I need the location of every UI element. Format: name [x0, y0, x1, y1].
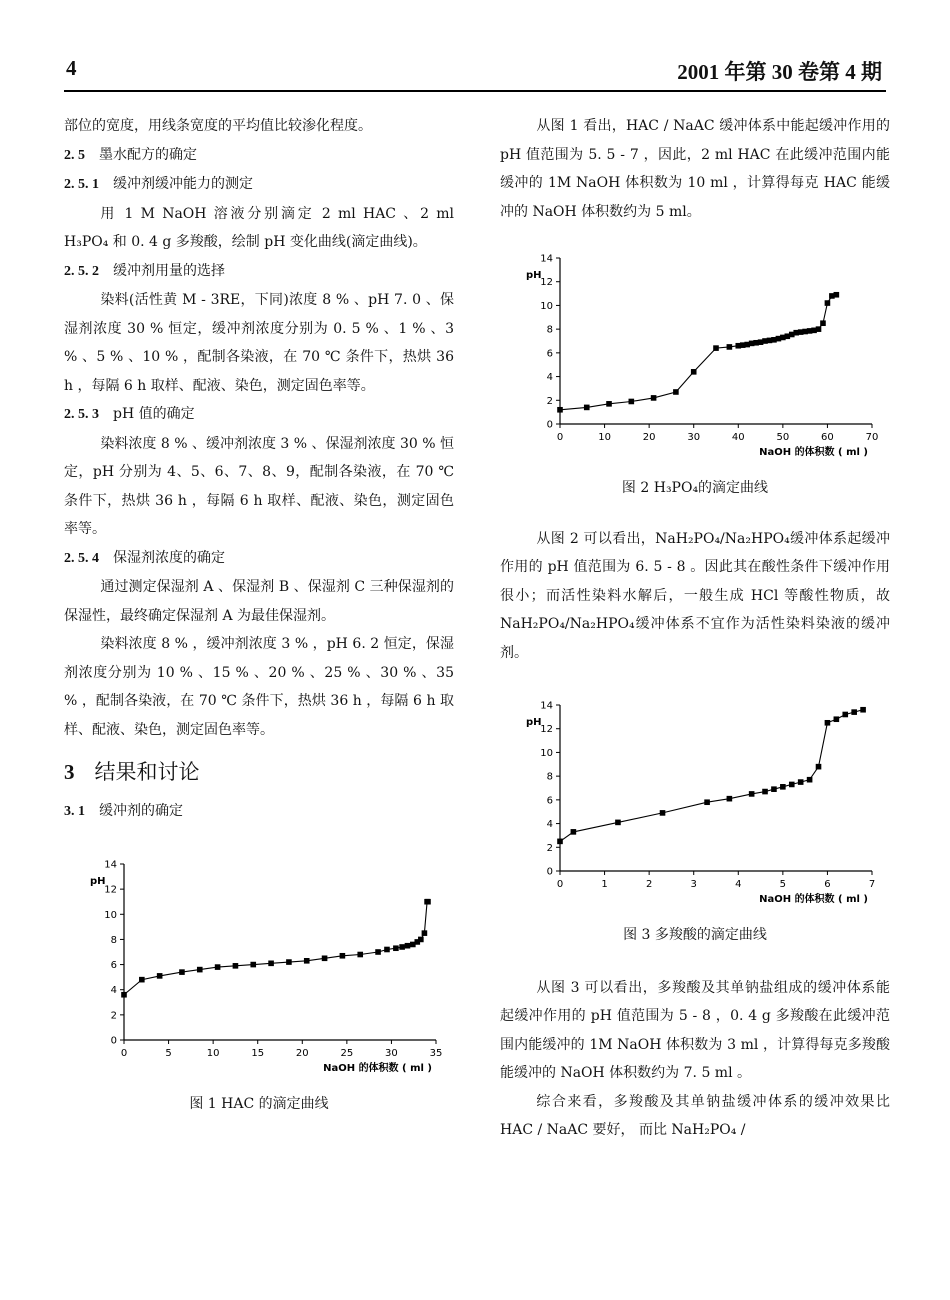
- data-point: [704, 799, 710, 805]
- data-point: [157, 973, 163, 979]
- y-tick-label: 2: [546, 395, 553, 407]
- y-tick-label: 8: [546, 771, 553, 783]
- figure-caption: 图 2 H₃PO₄的滴定曲线: [621, 480, 769, 496]
- data-point: [322, 955, 328, 961]
- data-point: [762, 789, 768, 795]
- data-point: [673, 389, 679, 395]
- y-tick-label: 12: [104, 884, 117, 896]
- data-point: [571, 829, 577, 835]
- y-tick-label: 0: [546, 419, 553, 431]
- section-heading: [64, 400, 454, 430]
- x-tick-label: 25: [340, 1048, 354, 1059]
- x-tick-label: 20: [642, 432, 656, 443]
- x-axis-label: NaOH 的体积数 ( ml ): [759, 894, 868, 905]
- x-tick-label: 6: [824, 879, 831, 890]
- x-tick-label: 70: [865, 432, 879, 443]
- data-point: [179, 969, 185, 975]
- y-axis-label: pH: [526, 270, 542, 281]
- data-point: [825, 720, 831, 726]
- x-tick-label: 0: [120, 1048, 128, 1059]
- paragraph: 从图 2 可以看出，NaH₂PO₄/Na₂HPO₄缓冲体系起缓冲作用的 pH 值范围为 6. 5 - 8 。因此其在酸性条件下缓冲作用很小；而活性染料水解后，一般生成 HCl 等酸性物质，故 NaH₂PO₄/Na₂HPO₄缓冲体系不宜作为活性染料染液的缓冲剂。: [500, 530, 890, 661]
- data-point: [807, 777, 813, 783]
- y-tick-label: 8: [110, 934, 117, 946]
- series-line: [124, 902, 428, 995]
- section-title: 保湿剂浓度的确定: [113, 549, 225, 566]
- paragraph: 从图 3 可以看出，多羧酸及其单钠盐组成的缓冲体系能起缓冲作用的 pH 值范围为 5 - 8 ，0. 4 g 多羧酸在此缓冲范围内能缓冲的 1M NaOH 体积数为 3 ml ，计算得每克多羧酸能缓冲的 NaOH 体积数约为 7. 5 ml 。: [500, 979, 890, 1081]
- y-tick-label: 10: [540, 300, 553, 312]
- data-point: [557, 407, 563, 413]
- data-point: [268, 961, 274, 967]
- data-point: [375, 949, 381, 955]
- data-point: [304, 958, 310, 964]
- x-tick-label: 5: [779, 879, 787, 890]
- x-tick-label: 60: [821, 432, 834, 443]
- paragraph: 从图 1 看出，HAC / NaAC 缓冲体系中能起缓冲作用的 pH 值范围为 5. 5 - 7 ，因此，2 ml HAC 在此缓冲范围内能缓冲的 1M NaOH 体积数为 10 ml ，计算得每克 HAC 能缓冲的 NaOH 体积数约为 5 ml。: [500, 118, 890, 220]
- data-point: [771, 786, 777, 792]
- y-tick-label: 0: [546, 866, 553, 878]
- x-tick-label: 4: [735, 879, 742, 890]
- x-tick-label: 5: [165, 1048, 172, 1059]
- data-point: [250, 962, 256, 968]
- x-tick-label: 30: [385, 1048, 398, 1059]
- paragraph: 染料浓度 8 % 、缓冲剂浓度 3 % 、保湿剂浓度 30 % 恒定，pH 分别为 4、5、6、7、8、9，配制各染液，在 70 ℃ 条件下，热烘 36 h ，每隔 6 h 取样、配液、染色，测定固色率等。: [64, 435, 454, 537]
- data-point: [615, 820, 621, 826]
- data-point: [834, 292, 840, 298]
- data-point: [713, 345, 719, 351]
- y-tick-label: 8: [546, 324, 553, 336]
- data-point: [405, 943, 411, 949]
- page-number: 4: [66, 56, 77, 80]
- data-point: [691, 369, 697, 375]
- section-title: 缓冲剂的确定: [99, 802, 183, 819]
- data-point: [629, 399, 635, 405]
- y-tick-label: 12: [540, 277, 553, 289]
- data-point: [584, 405, 590, 411]
- journal-issue: 2001 年第 30 卷第 4 期: [677, 60, 882, 84]
- x-tick-label: 20: [295, 1048, 309, 1059]
- section-title: 墨水配方的确定: [99, 146, 197, 163]
- data-point: [660, 810, 666, 816]
- data-point: [780, 784, 786, 790]
- data-point: [606, 401, 612, 407]
- section-number: 3. 1: [64, 803, 85, 819]
- data-point: [727, 796, 733, 802]
- paragraph: 综合来看，多羧酸及其单钠盐缓冲体系的缓冲效果比 HAC / NaAC 要好， 而比 NaH₂PO₄ /: [500, 1093, 890, 1138]
- section-number: 2. 5. 1: [64, 177, 99, 192]
- data-point: [789, 782, 795, 788]
- figure-caption: 图 1 HAC 的滴定曲线: [189, 1096, 329, 1112]
- y-tick-label: 6: [546, 795, 553, 807]
- x-tick-label: 2: [645, 879, 653, 890]
- x-tick-label: 10: [598, 432, 611, 443]
- x-tick-label: 50: [776, 432, 790, 443]
- paragraph: 用 1 M NaOH 溶液分别滴定 2 ml HAC 、2 ml H₃PO₄ 和 0. 4 g 多羧酸，绘制 pH 变化曲线(滴定曲线)。: [64, 205, 454, 250]
- y-tick-label: 14: [540, 253, 553, 265]
- x-tick-label: 3: [690, 879, 697, 890]
- section-title: 结果和讨论: [94, 760, 200, 784]
- data-point: [139, 977, 145, 983]
- x-tick-label: 0: [556, 432, 564, 443]
- y-tick-label: 14: [104, 859, 117, 871]
- section-number: 2. 5. 3: [64, 407, 99, 422]
- figure-caption: 图 3 多羧酸的滴定曲线: [623, 927, 767, 943]
- data-point: [233, 963, 239, 969]
- section-heading-main: [64, 758, 454, 787]
- y-tick-label: 10: [104, 909, 117, 921]
- y-tick-label: 4: [110, 985, 117, 997]
- page-header: [64, 56, 886, 92]
- data-point: [727, 344, 733, 350]
- y-tick-label: 2: [110, 1010, 117, 1022]
- series-line: [560, 710, 863, 842]
- section-title: 缓冲剂缓冲能力的测定: [113, 176, 253, 192]
- x-axis-label: NaOH 的体积数 ( ml ): [323, 1063, 432, 1074]
- data-point: [557, 839, 563, 845]
- data-point: [860, 707, 866, 713]
- section-number: 2. 5: [64, 147, 85, 163]
- data-point: [418, 937, 424, 943]
- x-tick-label: 7: [868, 879, 876, 890]
- data-point: [384, 947, 390, 953]
- x-tick-label: 35: [429, 1048, 443, 1059]
- x-tick-label: 15: [251, 1048, 265, 1059]
- data-point: [357, 952, 363, 958]
- data-point: [422, 930, 428, 936]
- data-point: [121, 992, 127, 998]
- section-heading: [64, 797, 454, 827]
- section-heading: [64, 170, 454, 200]
- data-point: [197, 967, 203, 973]
- section-heading: [64, 257, 454, 287]
- x-axis-label: NaOH 的体积数 ( ml ): [759, 447, 868, 458]
- figure-3: [500, 693, 890, 950]
- x-tick-label: 10: [206, 1048, 220, 1059]
- data-point: [816, 326, 822, 332]
- section-title: pH 值的确定: [113, 406, 195, 422]
- data-point: [842, 712, 848, 718]
- section-number: 3: [64, 760, 75, 784]
- data-point: [399, 944, 405, 950]
- paragraph: 通过测定保湿剂 A 、保湿剂 B 、保湿剂 C 三种保湿剂的保湿性，最终确定保湿剂 A 为最佳保湿剂。: [64, 579, 454, 624]
- right-column: [500, 112, 890, 1145]
- data-point: [834, 716, 840, 722]
- data-point: [425, 899, 431, 905]
- x-tick-label: 40: [731, 432, 745, 443]
- y-tick-label: 4: [546, 372, 553, 384]
- y-tick-label: 12: [540, 724, 553, 736]
- y-tick-label: 4: [546, 819, 553, 831]
- data-point: [820, 320, 826, 326]
- section-number: 2. 5. 2: [64, 263, 99, 279]
- data-point: [393, 945, 399, 951]
- polycarboxylic-titration-chart: [500, 693, 890, 915]
- x-tick-label: 30: [687, 432, 701, 443]
- figure-1: [64, 852, 454, 1119]
- section-number: 2. 5. 4: [64, 550, 99, 566]
- y-tick-label: 6: [110, 960, 117, 972]
- section-heading: [64, 141, 454, 171]
- paragraph: 染料(活性黄 M - 3RE，下同)浓度 8 % 、pH 7. 0 、保湿剂浓度 30 % 恒定，缓冲剂浓度分别为 0. 5 % 、1 % 、3 % 、5 % 、10 % ，配制各染液，在 70 ℃ 条件下，热烘 36 h ，每隔 6 h 取样、配液、染色，测定固色率等。: [64, 292, 454, 394]
- data-point: [798, 779, 804, 785]
- y-tick-label: 6: [546, 348, 553, 360]
- paragraph: 部位的宽度，用线条宽度的平均值比较渗化程度。: [64, 118, 372, 134]
- y-axis-label: pH: [526, 717, 542, 728]
- y-tick-label: 10: [540, 747, 553, 759]
- figure-2: [500, 246, 890, 503]
- y-tick-label: 2: [546, 842, 553, 854]
- data-point: [825, 300, 831, 306]
- data-point: [286, 959, 292, 965]
- left-column: [64, 112, 454, 1119]
- section-heading: [64, 544, 454, 574]
- data-point: [749, 791, 755, 797]
- section-title: 缓冲剂用量的选择: [113, 262, 225, 279]
- y-tick-label: 14: [540, 700, 553, 712]
- data-point: [215, 964, 221, 970]
- paragraph: 染料浓度 8 % ，缓冲剂浓度 3 % ，pH 6. 2 恒定，保湿剂浓度分别为 10 % 、15 % 、20 % 、25 % 、30 % 、35 % ，配制各染液，在 70 ℃ 条件下，热烘 36 h ，每隔 6 h 取样、配液、染色，测定固色率等。: [64, 636, 454, 738]
- data-point: [816, 764, 822, 770]
- hac-titration-chart: [64, 852, 454, 1084]
- data-point: [851, 709, 857, 715]
- y-axis-label: pH: [90, 876, 106, 887]
- x-tick-label: 1: [601, 879, 608, 890]
- h3po4-titration-chart: [500, 246, 890, 468]
- data-point: [340, 953, 346, 959]
- series-line: [560, 295, 836, 410]
- data-point: [651, 395, 657, 401]
- y-tick-label: 0: [110, 1035, 117, 1047]
- x-tick-label: 0: [556, 879, 564, 890]
